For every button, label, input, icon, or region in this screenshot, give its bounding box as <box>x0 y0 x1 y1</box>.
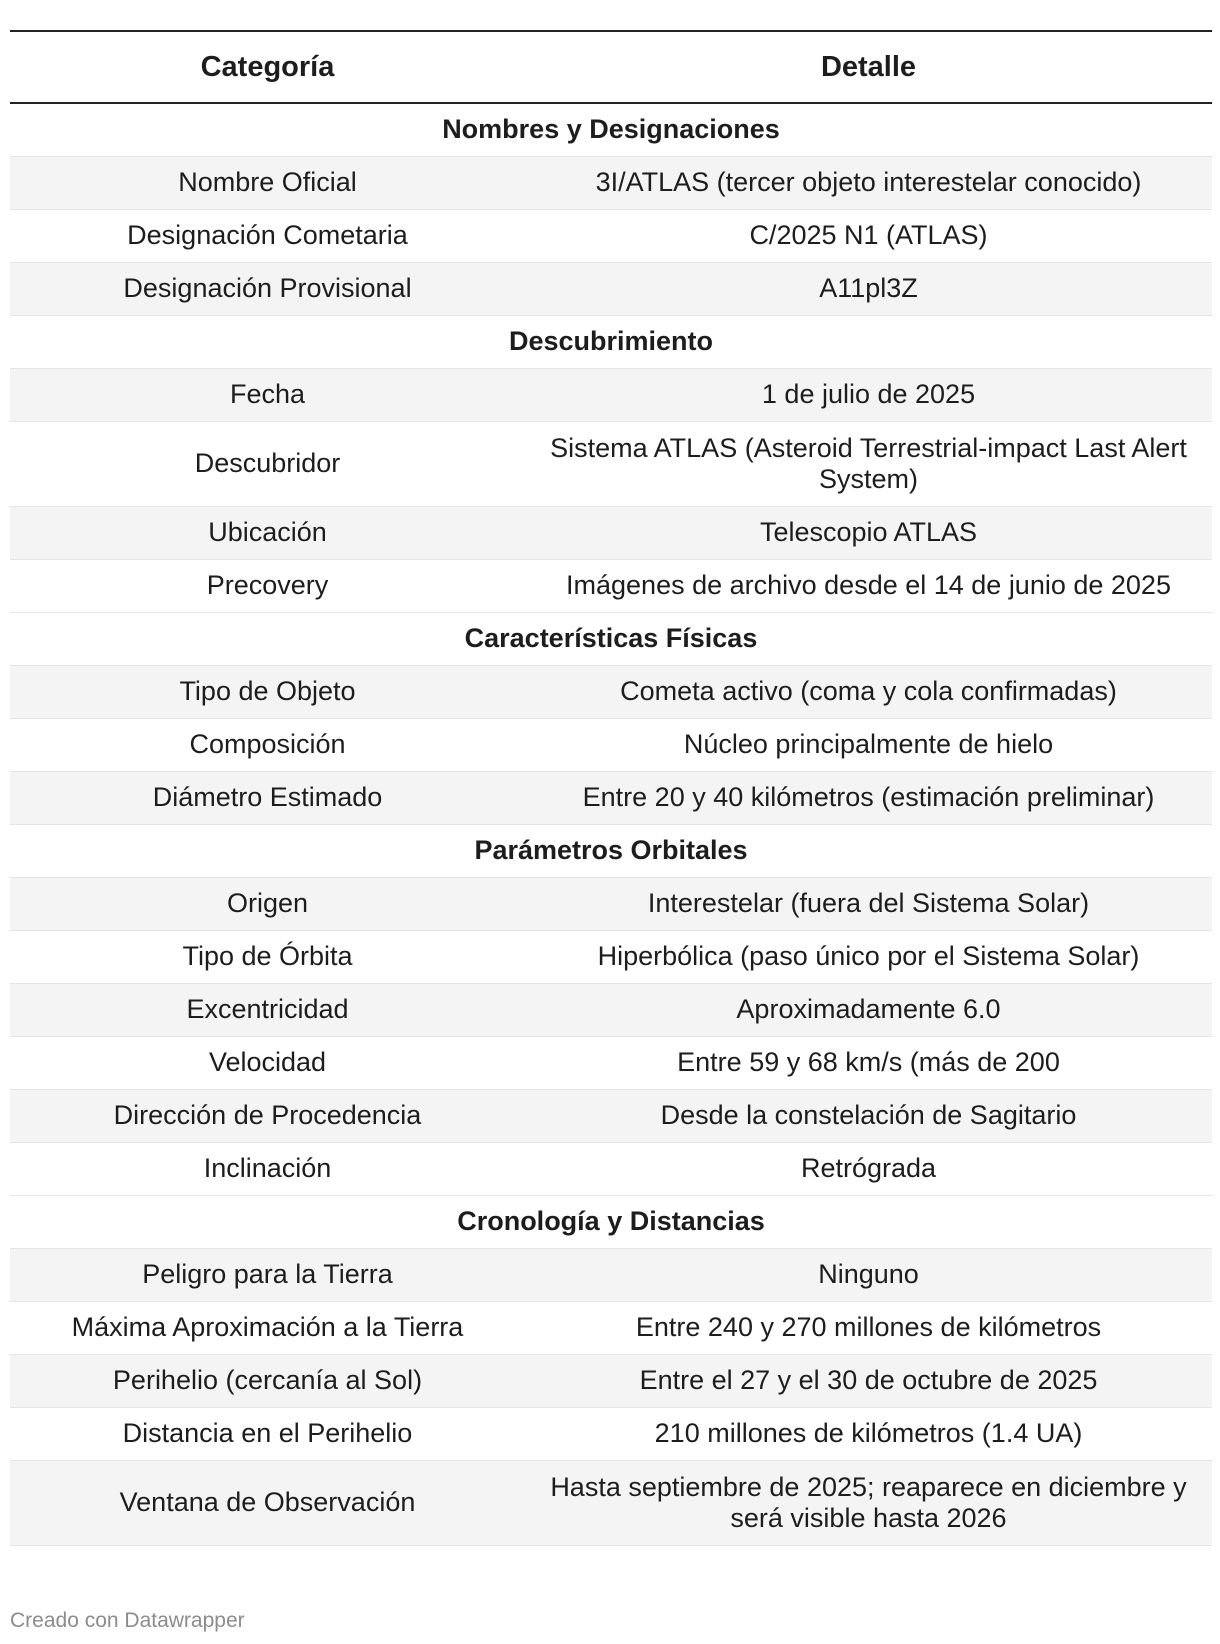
category-cell: Ventana de Observación <box>10 1460 525 1545</box>
table-row <box>10 877 1212 930</box>
detail-cell: Desde la constelación de Sagitario <box>525 1089 1212 1142</box>
category-cell: Tipo de Objeto <box>10 665 525 718</box>
table-row <box>10 1460 1212 1545</box>
category-cell: Dirección de Procedencia <box>10 1089 525 1142</box>
table-row <box>10 421 1212 506</box>
detail-cell: Cometa activo (coma y cola confirmadas) <box>525 665 1212 718</box>
category-cell: Velocidad <box>10 1036 525 1089</box>
category-cell: Designación Provisional <box>10 262 525 315</box>
detail-cell: Entre el 27 y el 30 de octubre de 2025 <box>525 1354 1212 1407</box>
category-cell: Precovery <box>10 559 525 612</box>
section-title: Cronología y Distancias <box>10 1195 1212 1248</box>
detail-cell: Retrógrada <box>525 1142 1212 1195</box>
table-row <box>10 209 1212 262</box>
category-cell: Distancia en el Perihelio <box>10 1407 525 1460</box>
section-row <box>10 103 1212 156</box>
category-cell: Designación Cometaria <box>10 209 525 262</box>
category-cell: Excentricidad <box>10 983 525 1036</box>
section-row <box>10 612 1212 665</box>
category-cell: Peligro para la Tierra <box>10 1248 525 1301</box>
detail-cell: A11pl3Z <box>525 262 1212 315</box>
table-row <box>10 368 1212 421</box>
detail-cell: Hiperbólica (paso único por el Sistema Solar) <box>525 930 1212 983</box>
detail-cell: C/2025 N1 (ATLAS) <box>525 209 1212 262</box>
category-cell: Nombre Oficial <box>10 156 525 209</box>
detail-cell: Ninguno <box>525 1248 1212 1301</box>
section-row <box>10 1195 1212 1248</box>
table-row <box>10 1142 1212 1195</box>
category-cell: Ubicación <box>10 506 525 559</box>
detail-cell: 1 de julio de 2025 <box>525 368 1212 421</box>
table-row <box>10 1301 1212 1354</box>
section-title: Características Físicas <box>10 612 1212 665</box>
table-row <box>10 559 1212 612</box>
detail-cell: Hasta septiembre de 2025; reaparece en diciembre y será visible hasta 2026 <box>525 1460 1212 1545</box>
header-row <box>10 31 1212 103</box>
data-table <box>10 30 1212 1546</box>
table-row <box>10 1036 1212 1089</box>
detail-cell: Telescopio ATLAS <box>525 506 1212 559</box>
table-row <box>10 1407 1212 1460</box>
detail-cell: Núcleo principalmente de hielo <box>525 718 1212 771</box>
detail-cell: Entre 59 y 68 km/s (más de 200 <box>525 1036 1212 1089</box>
detail-cell: Entre 20 y 40 kilómetros (estimación preliminar) <box>525 771 1212 824</box>
section-title: Descubrimiento <box>10 315 1212 368</box>
table-row <box>10 718 1212 771</box>
category-cell: Fecha <box>10 368 525 421</box>
table-body <box>10 103 1212 1545</box>
table-row <box>10 771 1212 824</box>
column-header-detail: Detalle <box>525 31 1212 103</box>
table-row <box>10 1354 1212 1407</box>
section-row <box>10 315 1212 368</box>
table-row <box>10 930 1212 983</box>
category-cell: Perihelio (cercanía al Sol) <box>10 1354 525 1407</box>
section-title: Nombres y Designaciones <box>10 103 1212 156</box>
table-row <box>10 262 1212 315</box>
category-cell: Diámetro Estimado <box>10 771 525 824</box>
detail-cell: Imágenes de archivo desde el 14 de junio de 2025 <box>525 559 1212 612</box>
category-cell: Origen <box>10 877 525 930</box>
detail-cell: Entre 240 y 270 millones de kilómetros <box>525 1301 1212 1354</box>
detail-cell: 210 millones de kilómetros (1.4 UA) <box>525 1407 1212 1460</box>
detail-cell: Interestelar (fuera del Sistema Solar) <box>525 877 1212 930</box>
column-header-category: Categoría <box>10 31 525 103</box>
category-cell: Composición <box>10 718 525 771</box>
detail-cell: 3I/ATLAS (tercer objeto interestelar conocido) <box>525 156 1212 209</box>
footer-credit: Creado con Datawrapper <box>10 1609 245 1632</box>
section-title: Parámetros Orbitales <box>10 824 1212 877</box>
table-row <box>10 156 1212 209</box>
category-cell: Inclinación <box>10 1142 525 1195</box>
table-row <box>10 1089 1212 1142</box>
detail-cell: Sistema ATLAS (Asteroid Terrestrial-impact Last Alert System) <box>525 421 1212 506</box>
table-row <box>10 506 1212 559</box>
category-cell: Descubridor <box>10 421 525 506</box>
section-row <box>10 824 1212 877</box>
table-row <box>10 665 1212 718</box>
data-table-container <box>10 30 1212 1546</box>
category-cell: Tipo de Órbita <box>10 930 525 983</box>
detail-cell: Aproximadamente 6.0 <box>525 983 1212 1036</box>
table-header <box>10 31 1212 103</box>
category-cell: Máxima Aproximación a la Tierra <box>10 1301 525 1354</box>
table-row <box>10 983 1212 1036</box>
table-row <box>10 1248 1212 1301</box>
